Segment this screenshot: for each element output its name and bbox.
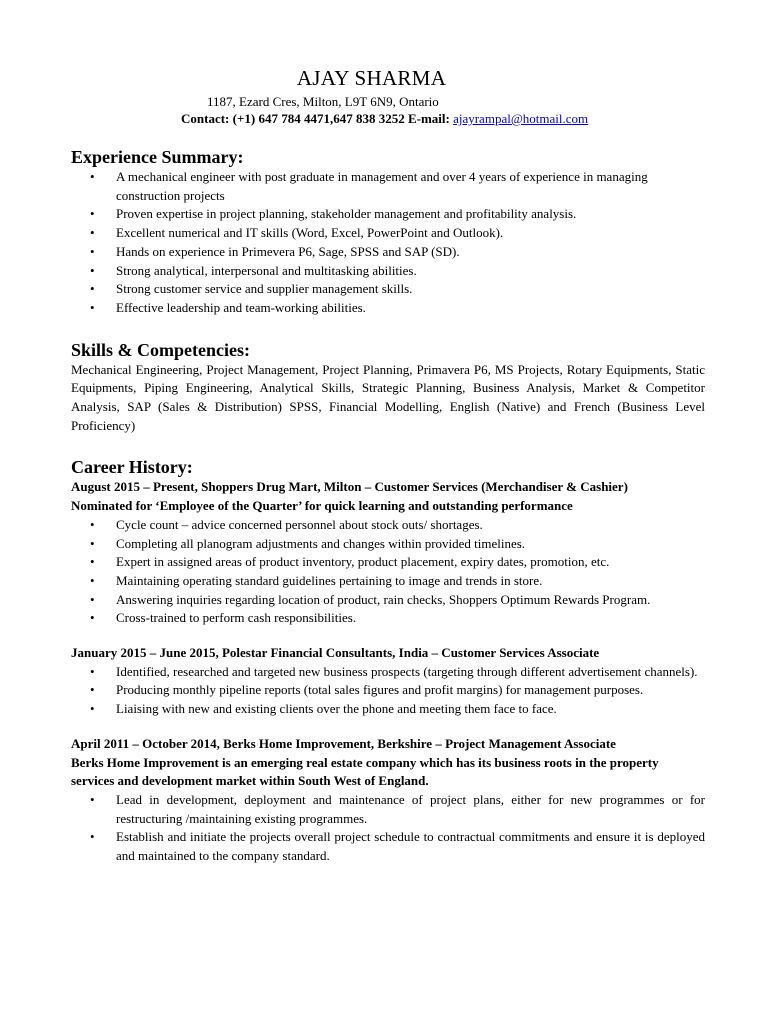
job-entry: [71, 735, 705, 866]
experience-summary-heading: Experience Summary:: [71, 147, 244, 167]
list-item: • Lead in development, deployment and maintenance of project plans, either for new programmes or for restructuring /maintaining existing programmes.: [71, 791, 705, 828]
list-item: • Proven expertise in project planning, stakeholder management and profitability analysis.: [71, 205, 705, 224]
resume-body: [71, 146, 705, 866]
list-item: • Identified, researched and targeted new business prospects (targeting through different advertisement channels).: [71, 663, 705, 682]
list-item: • A mechanical engineer with post graduate in management and over 4 years of experience in managing construction projects: [71, 168, 705, 205]
job-note: Nominated for ‘Employee of the Quarter’ for quick learning and outstanding performance: [71, 498, 573, 514]
experience-summary-list: [71, 168, 705, 318]
list-item: • Effective leadership and team-working abilities.: [71, 299, 705, 318]
list-item: • Excellent numerical and IT skills (Word, Excel, PowerPoint and Outlook).: [71, 224, 705, 243]
career-history-heading: Career History:: [71, 457, 193, 478]
job-duties-list: [71, 791, 705, 866]
skills-text: Mechanical Engineering, Project Management, Project Planning, Primavera P6, MS Projects, Rotary Equipments, Static Equipments, Piping Engineering, Analytical Skills, Strategic Planning, Business Analysis, Market & Competitor Analysis, SAP (Sales & Distribution) SPSS, Financial Modelling, English (Native) and French (Business Level Proficiency): [71, 361, 705, 433]
address: 1187, Ezard Cres, Milton, L9T 6N9, Ontario: [207, 94, 439, 109]
job-title: August 2015 – Present, Shoppers Drug Mart, Milton – Customer Services (Merchandiser & Cashier): [71, 479, 628, 495]
list-item: • Hands on experience in Primevera P6, Sage, SPSS and SAP (SD).: [71, 243, 705, 262]
list-item: • Establish and initiate the projects overall project schedule to contractual commitments and ensure it is deployed and maintained to the company standard.: [71, 828, 705, 865]
job-duties-list: [71, 663, 705, 719]
job-note: Berks Home Improvement is an emerging real estate company which has its business roots in the property services and development market within South West of England.: [71, 754, 659, 789]
list-item: • Strong analytical, interpersonal and multitasking abilities.: [71, 262, 705, 281]
list-item: • Answering inquiries regarding location of product, rain checks, Shoppers Optimum Rewards Program.: [71, 591, 705, 610]
contact-label: Contact: (+1) 647 784 4471,647 838 3252 E-mail:: [181, 111, 450, 126]
list-item: • Expert in assigned areas of product inventory, product placement, expiry dates, promotion, etc.: [71, 553, 705, 572]
job-title: January 2015 – June 2015, Polestar Financial Consultants, India – Customer Services Associate: [71, 645, 600, 661]
list-item: • Producing monthly pipeline reports (total sales figures and profit margins) for management purposes.: [71, 681, 705, 700]
candidate-name: AJAY SHARMA: [296, 66, 447, 90]
job-title: April 2011 – October 2014, Berks Home Improvement, Berkshire – Project Management Associate: [71, 735, 616, 751]
list-item: • Strong customer service and supplier management skills.: [71, 280, 705, 299]
list-item: • Completing all planogram adjustments and changes within provided timelines.: [71, 535, 705, 554]
list-item: • Liaising with new and existing clients over the phone and meeting them face to face.: [71, 700, 705, 719]
job-entry: [71, 478, 705, 628]
list-item: • Maintaining operating standard guidelines pertaining to image and trends in store.: [71, 572, 705, 591]
job-entry: [71, 644, 705, 719]
email-link[interactable]: ajayrampal@hotmail.com: [453, 111, 589, 126]
job-duties-list: [71, 516, 705, 628]
contact-line: [181, 111, 588, 127]
list-item: • Cross-trained to perform cash responsibilities.: [71, 609, 705, 628]
skills-heading: Skills & Competencies:: [71, 339, 250, 360]
list-item: • Cycle count – advice concerned personnel about stock outs/ shortages.: [71, 516, 705, 535]
